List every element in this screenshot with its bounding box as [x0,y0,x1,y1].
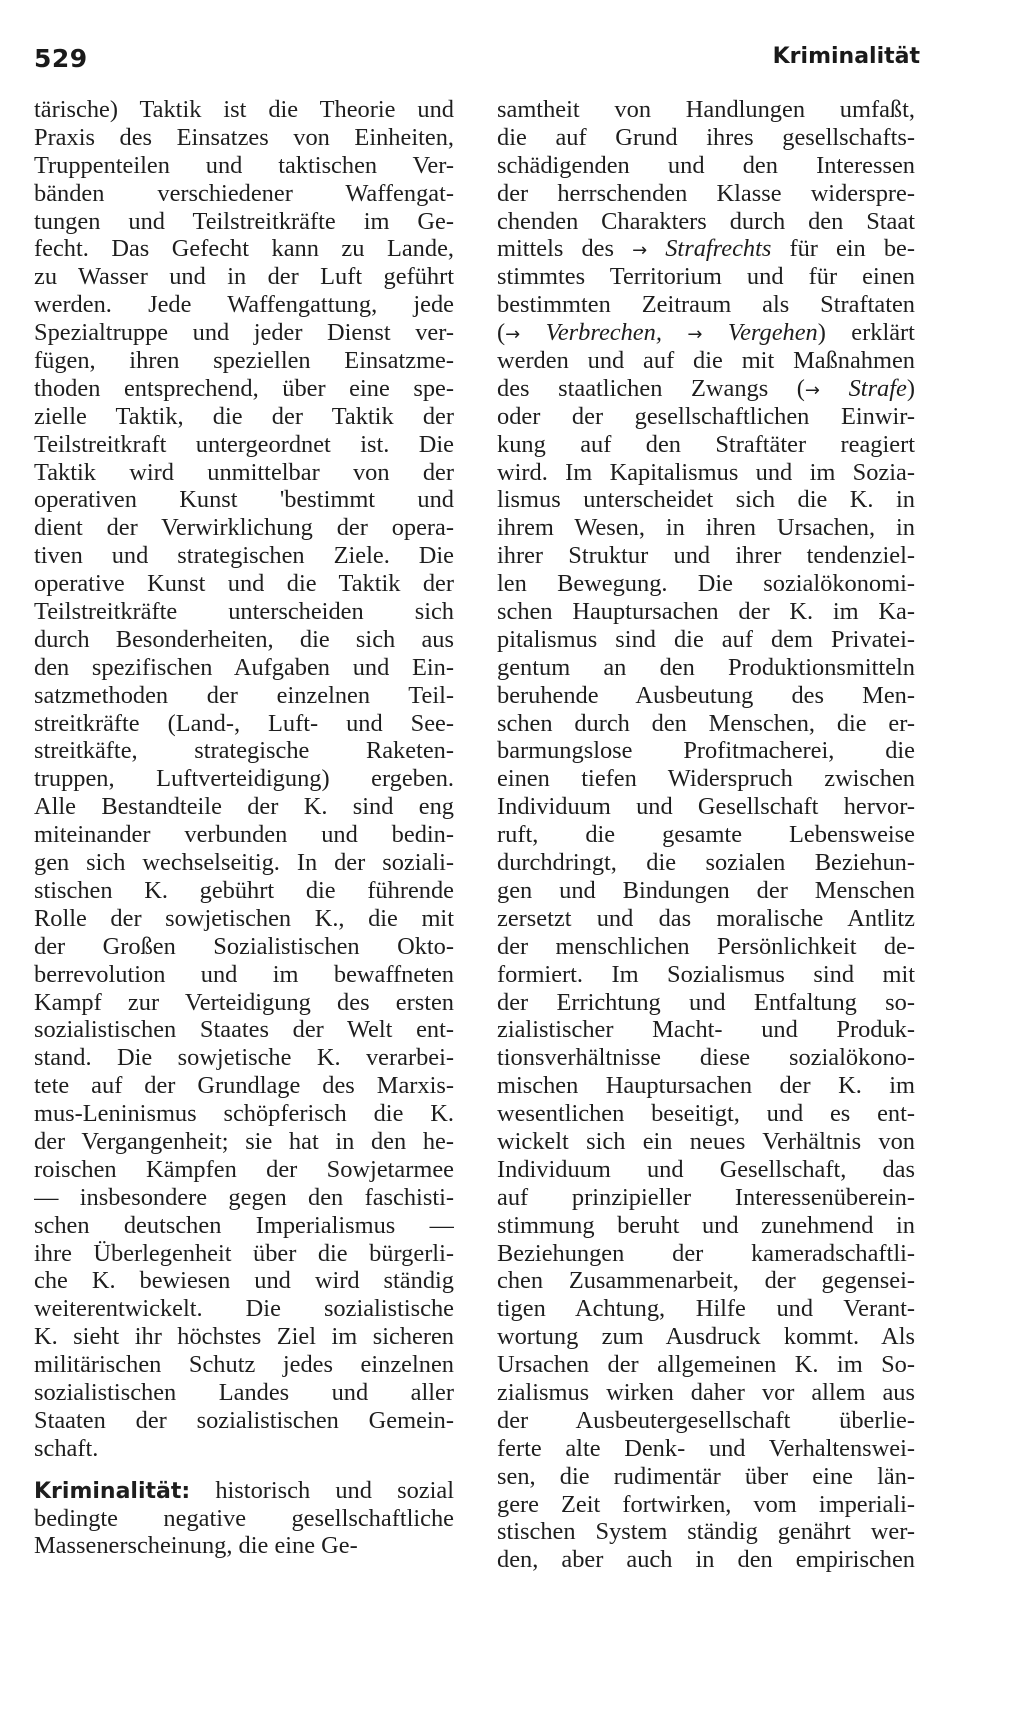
text-line [497,375,915,403]
text-line: schen durch den Menschen, die er- [497,709,915,737]
text-line: der Errichtung und Entfaltung so- [497,988,915,1016]
cross-reference-arrow-icon: → [632,240,648,262]
right-column-body-d [497,403,915,1574]
text-line: streitkäfte, strategische Raketen- [34,737,454,765]
text-line: satzmethoden der einzelnen Teil- [34,681,454,709]
text-line: Spezialtruppe und jeder Dienst ver- [34,319,454,347]
entry-separator [34,1463,454,1477]
text-line: pitalismus sind die auf dem Privatei- [497,625,915,653]
text-line: tungen und Teilstreitkräfte im Ge- [34,207,454,235]
text-line: militärischen Schutz jedes einzelnen [34,1351,454,1379]
text-line: durch Besonderheiten, die sich aus [34,625,454,653]
text-line: formiert. Im Sozialismus sind mit [497,960,915,988]
text-line: tärische) Taktik ist die Theorie und [34,96,454,123]
running-head: Kriminalität [772,44,920,69]
text-line: sozialistischen Landes und aller [34,1378,454,1406]
text-line: Teilstreitkraft untergeordnet ist. Die [34,430,454,458]
text-line: stimmtes Territorium und für einen [497,263,915,291]
text-line: Rolle der sowjetischen K., die mit [34,904,454,932]
text-line: der herrschenden Klasse widerspre- [497,179,915,207]
text-line: sozialistischen Staates der Welt ent- [34,1016,454,1044]
text-fragment: mittels des [497,235,614,263]
text-line: werden und auf die mit Maßnahmen [497,347,915,375]
text-line: weiterentwickelt. Die sozialistische [34,1295,454,1323]
text-line: Individuum und Gesellschaft hervor- [497,793,915,821]
cross-reference-arrow-icon: → [505,324,521,346]
entry-term: Kriminalität: [34,1478,191,1504]
text-line: beruhende Ausbeutung des Men- [497,681,915,709]
text-line: Taktik wird unmittelbar von der [34,458,454,486]
text-line: wortung zum Ausdruck kommt. Als [497,1323,915,1351]
cross-reference-arrow-icon: → [804,379,820,401]
text-line: truppen, Luftverteidigung) ergeben. [34,765,454,793]
text-line: lismus unterscheidet sich die K. in [497,486,915,514]
text-line: — insbesondere gegen den faschisti- [34,1183,454,1211]
text-line: der Vergangenheit; sie hat in den he- [34,1127,454,1155]
text-line: ihrer Struktur und ihrer tendenziel- [497,542,915,570]
text-line: durchdringt, die sozialen Beziehun- [497,849,915,877]
text-line: mus-Leninismus schöpferisch die K. [34,1100,454,1128]
text-line: Ursachen der allgemeinen K. im So- [497,1351,915,1379]
text-line: stimmung beruht und zunehmend in [497,1211,915,1239]
page-header [34,44,920,84]
text-line: kung auf den Straftäter reagiert [497,430,915,458]
left-column-body [34,96,454,1463]
text-line: stand. Die sowjetische K. verarbei- [34,1044,454,1072]
text-line: schädigenden und den Interessen [497,151,915,179]
text-line: Kampf zur Verteidigung des ersten [34,988,454,1016]
text-line: tete auf der Grundlage des Marxis- [34,1072,454,1100]
text-line [34,1477,454,1505]
text-line: Teilstreitkräfte unterscheiden sich [34,598,454,626]
text-line: Individuum und Gesellschaft, das [497,1155,915,1183]
text-line: gere Zeit fortwirken, vom imperiali- [497,1490,915,1518]
text-line: schen Hauptursachen der K. im Ka- [497,598,915,626]
cross-reference-arrow-icon: → [687,324,703,346]
text-line: Praxis des Einsatzes von Einheiten, [34,123,454,151]
text-line: chen Zusammenarbeit, der gegensei- [497,1267,915,1295]
text-line: miteinander verbunden und bedin- [34,821,454,849]
text-line: ihrem Wesen, in ihren Ursachen, in [497,514,915,542]
text-fragment: des staatlichen Zwangs ( [497,374,805,402]
text-line: stischen K. gebührt die führende [34,876,454,904]
text-line: ruft, die gesamte Lebensweise [497,821,915,849]
page-number: 529 [34,44,88,73]
text-line: berrevolution und im bewaffneten [34,960,454,988]
text-line: wickelt sich ein neues Verhältnis von [497,1127,915,1155]
entry-definition-start: historisch und sozial [190,1476,454,1504]
text-line: thoden entsprechend, über eine spe- [34,374,454,402]
text-fragment: ) [906,374,915,402]
text-line: fügen, ihren speziellen Einsatzme- [34,347,454,375]
text-line: zu Wasser und in der Luft geführt [34,263,454,291]
text-line: mischen Hauptursachen der K. im [497,1072,915,1100]
text-line: tigen Achtung, Hilfe und Verant- [497,1295,915,1323]
text-line: roischen Kämpfen der Sowjetarmee [34,1155,454,1183]
text-line: Staaten der sozialistischen Gemein- [34,1406,454,1434]
text-line: fecht. Das Gefecht kann zu Lande, [34,235,454,263]
text-line: werden. Jede Waffengattung, jede [34,291,454,319]
text-line: operative Kunst und die Taktik der [34,570,454,598]
text-line: bestimmten Zeitraum als Straftaten [497,291,915,319]
text-line [497,235,915,263]
text-line: ferte alte Denk- und Verhaltenswei- [497,1434,915,1462]
text-line: schaft. [34,1434,99,1462]
text-line: oder der gesellschaftlichen Einwir- [497,402,915,430]
text-line: Alle Bestandteile der K. sind eng [34,793,454,821]
text-fragment: ( [497,319,506,347]
text-line: dient der Verwirklichung der opera- [34,514,454,542]
text-line: barmungslose Profitmacherei, die [497,737,915,765]
cross-reference-strafrecht[interactable]: Strafrechts [665,235,772,263]
cross-reference-strafe[interactable]: Strafe [848,374,907,402]
text-line: zialismus wirken daher vor allem aus [497,1378,915,1406]
text-line: sen, die rudimentär über eine län- [497,1462,915,1490]
text-line: auf prinzipieller Interessenüberein- [497,1183,915,1211]
text-line: Massenerscheinung, die eine Ge- [34,1532,358,1560]
text-line: chenden Charakters durch den Staat [497,207,915,235]
text-line: operativen Kunst 'bestimmt und [34,486,454,514]
left-column [34,96,454,1560]
text-line: bänden verschiedener Waffengat- [34,179,454,207]
text-fragment: ) erklärt [817,319,915,347]
text-line: bedingte negative gesellschaftliche [34,1504,454,1532]
text-line: einen tiefen Widerspruch zwischen [497,765,915,793]
text-line: zersetzt und das moralische Antlitz [497,904,915,932]
text-line: tionsverhältnisse diese sozialökono- [497,1044,915,1072]
text-line: wird. Im Kapitalismus und im Sozia- [497,458,915,486]
right-column-body-a [497,96,915,235]
text-line: gentum an den Produktionsmitteln [497,653,915,681]
text-line [497,319,915,347]
text-line: che K. bewiesen und wird ständig [34,1267,454,1295]
text-line: wesentlichen beseitigt, und es ent- [497,1100,915,1128]
text-line: Beziehungen der kameradschaftli- [497,1239,915,1267]
text-line: tiven und strategischen Ziele. Die [34,542,454,570]
dictionary-entry [34,1477,454,1561]
text-line: gen und Bindungen der Menschen [497,876,915,904]
text-line: ihre Überlegenheit über die bürgerli- [34,1239,454,1267]
right-column [497,96,915,1574]
text-line: streitkräfte (Land-, Luft- und See- [34,709,454,737]
text-line: schen deutschen Imperialismus — [34,1211,454,1239]
text-line: der menschlichen Persönlichkeit de- [497,932,915,960]
text-line: den spezifischen Aufgaben und Ein- [34,653,454,681]
text-line: Truppenteilen und taktischen Ver- [34,151,454,179]
text-line: stischen System ständig genährt wer- [497,1518,915,1546]
text-line: samtheit von Handlungen umfaßt, [497,96,915,123]
text-line: zielle Taktik, die der Taktik der [34,402,454,430]
cross-reference-verbrechen[interactable]: Verbrechen, [545,319,662,347]
text-fragment: für ein be- [771,235,915,263]
text-line: gen sich wechselseitig. In der soziali- [34,849,454,877]
cross-reference-vergehen[interactable]: Vergehen [727,319,818,347]
text-line: die auf Grund ihres gesellschafts- [497,123,915,151]
text-line: der Ausbeutergesellschaft überlie- [497,1406,915,1434]
text-line: der Großen Sozialistischen Okto- [34,932,454,960]
text-line: den, aber auch in den empirischen [497,1546,915,1574]
text-line: len Bewegung. Die sozialökonomi- [497,570,915,598]
text-line: K. sieht ihr höchstes Ziel im sicheren [34,1323,454,1351]
text-line: zialistischer Macht- und Produk- [497,1016,915,1044]
